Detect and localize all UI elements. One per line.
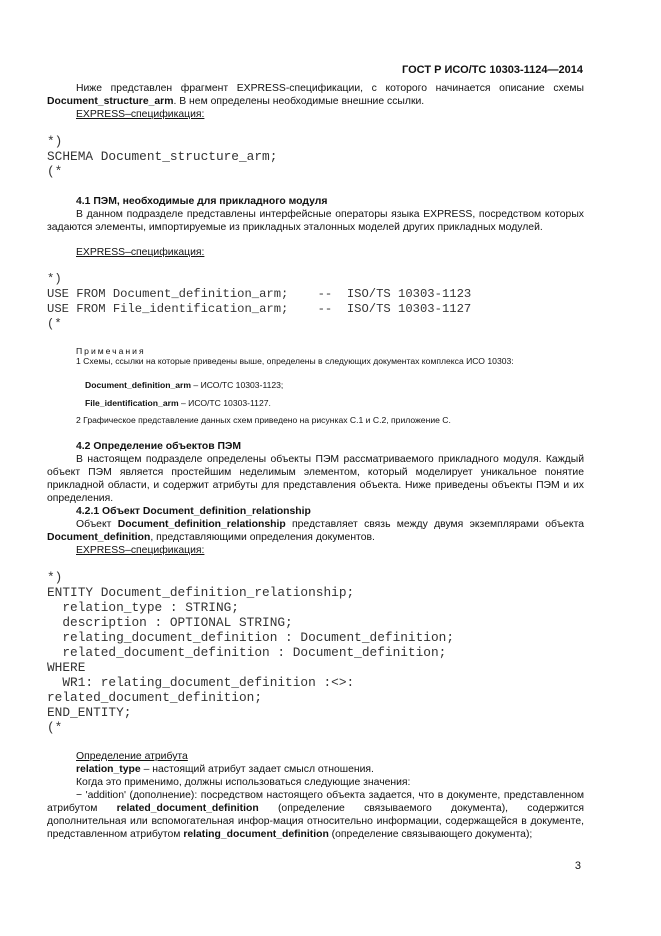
code-line: USE FROM Document_definition_arm; -- ISO/TS 10303-1123: [47, 287, 472, 301]
intro-text: Ниже представлен фрагмент EXPRESS-спецификации, с которого начинается описание схемы: [76, 83, 584, 94]
code-line: *): [47, 134, 63, 149]
code-block-1: [47, 134, 277, 179]
notes-title: Примечания: [76, 346, 146, 356]
page-number: 3: [574, 860, 581, 872]
section-4-2-title: 4.2 Определение объектов ПЭМ: [76, 441, 242, 452]
attribute-ref: relating_document_definition: [183, 829, 329, 840]
schema-name: Document_structure_arm: [47, 96, 174, 107]
code-block-3: [47, 570, 454, 735]
code-line: WHERE: [47, 660, 86, 675]
attribute-definition-title: Определение атрибута: [76, 751, 188, 762]
section-4-1-title: 4.1 ПЭМ, необходимые для прикладного модуля: [76, 196, 328, 207]
code-line: SCHEMA Document_structure_arm;: [47, 149, 278, 164]
attr-text: (определение связываемого документа), содержится дополнительная или вспомогательная инфор-мация относительно информации, содержащейся в документе, представленном атрибутом: [47, 803, 585, 840]
attr-text: − 'addition' (дополнение): посредством настоящего объекта задается, что в документе, представленном атрибутом: [47, 790, 584, 814]
code-line: description : OPTIONAL STRING;: [47, 615, 293, 630]
code-line: relating_document_definition : Document_definition;: [47, 630, 455, 645]
code-line: relation_type : STRING;: [47, 600, 239, 615]
s421-text: , представляющими определения документов.: [150, 532, 375, 543]
entity-name: Document_definition: [47, 532, 151, 543]
section-4-2-1-title: 4.2.1 Объект Document_definition_relationship: [76, 506, 311, 517]
code-line: related_document_definition : Document_definition;: [47, 645, 447, 660]
s421-text: представляет связь между двумя экземплярами объекта: [285, 519, 584, 530]
attribute-name: relation_type: [76, 764, 141, 775]
document-header: ГОСТ Р ИСО/ТС 10303-1124—2014: [402, 64, 583, 76]
ref-name: Document_definition_arm: [85, 380, 192, 390]
s421-text: Объект: [76, 519, 118, 530]
attribute-relation-type: [47, 763, 584, 776]
intro-paragraph: [47, 82, 584, 108]
section-4-2-1-text: [47, 518, 584, 544]
note-2: 2 Графическое представление данных схем приведено на рисунках С.1 и С.2, приложение С.: [76, 415, 451, 425]
ref-standard: – ИСО/ТС 10303-1127.: [178, 398, 271, 408]
code-line: (*: [47, 164, 63, 179]
code-line: USE FROM File_identification_arm; -- ISO/TS 10303-1127: [47, 302, 472, 316]
code-line: related_document_definition;: [47, 690, 263, 705]
entity-name: Document_definition_relationship: [117, 519, 286, 530]
section-4-2-text: В настоящем подразделе определены объекты ПЭМ рассматриваемого прикладного модуля. Каждый объект ПЭМ является простейшим неделимым элементом, который моделирует уникальное понятие прикладной области, и содержит атрибуты для представления объекта. Ниже приведены объекты ПЭМ и их определения.: [47, 454, 584, 504]
attr-text: (определение связывающего документа);: [328, 829, 533, 840]
code-line: (*: [47, 720, 63, 735]
code-line: *): [47, 272, 62, 286]
ref-standard: – ИСО/ТС 10303-1123;: [191, 380, 284, 390]
express-label-3: EXPRESS–спецификация:: [76, 545, 205, 556]
code-line: END_ENTITY;: [47, 705, 132, 720]
code-line: WR1: relating_document_definition :<>:: [47, 675, 355, 690]
attribute-ref: related_document_definition: [116, 803, 259, 814]
attribute-addition-paragraph: [47, 789, 584, 841]
express-label-2: EXPRESS–спецификация:: [76, 247, 205, 258]
attribute-text: – настоящий атрибут задает смысл отношения.: [140, 764, 374, 775]
intro-text-end: . В нем определены необходимые внешние ссылки.: [173, 96, 425, 107]
express-label-1: EXPRESS–спецификация:: [76, 109, 205, 120]
code-line: (*: [47, 317, 62, 331]
section-4-1-text: В данном подразделе представлены интерфейсные операторы языка EXPRESS, посредством которых задаются элементы, импортируемые из прикладных эталонных моделей других прикладных модулей.: [47, 209, 584, 233]
code-line: *): [47, 570, 63, 585]
code-line: ENTITY Document_definition_relationship;: [47, 585, 355, 600]
code-block-2: [47, 272, 471, 332]
ref-name: File_identification_arm: [85, 398, 179, 408]
attribute-values-intro: Когда это применимо, должны использоваться следующие значения:: [76, 777, 411, 788]
note-1: 1 Схемы, ссылки на которые приведены выше, определены в следующих документах комплекса ИСО 10303:: [76, 356, 514, 366]
note-ref-2: [85, 398, 271, 409]
note-ref-1: [85, 380, 283, 391]
